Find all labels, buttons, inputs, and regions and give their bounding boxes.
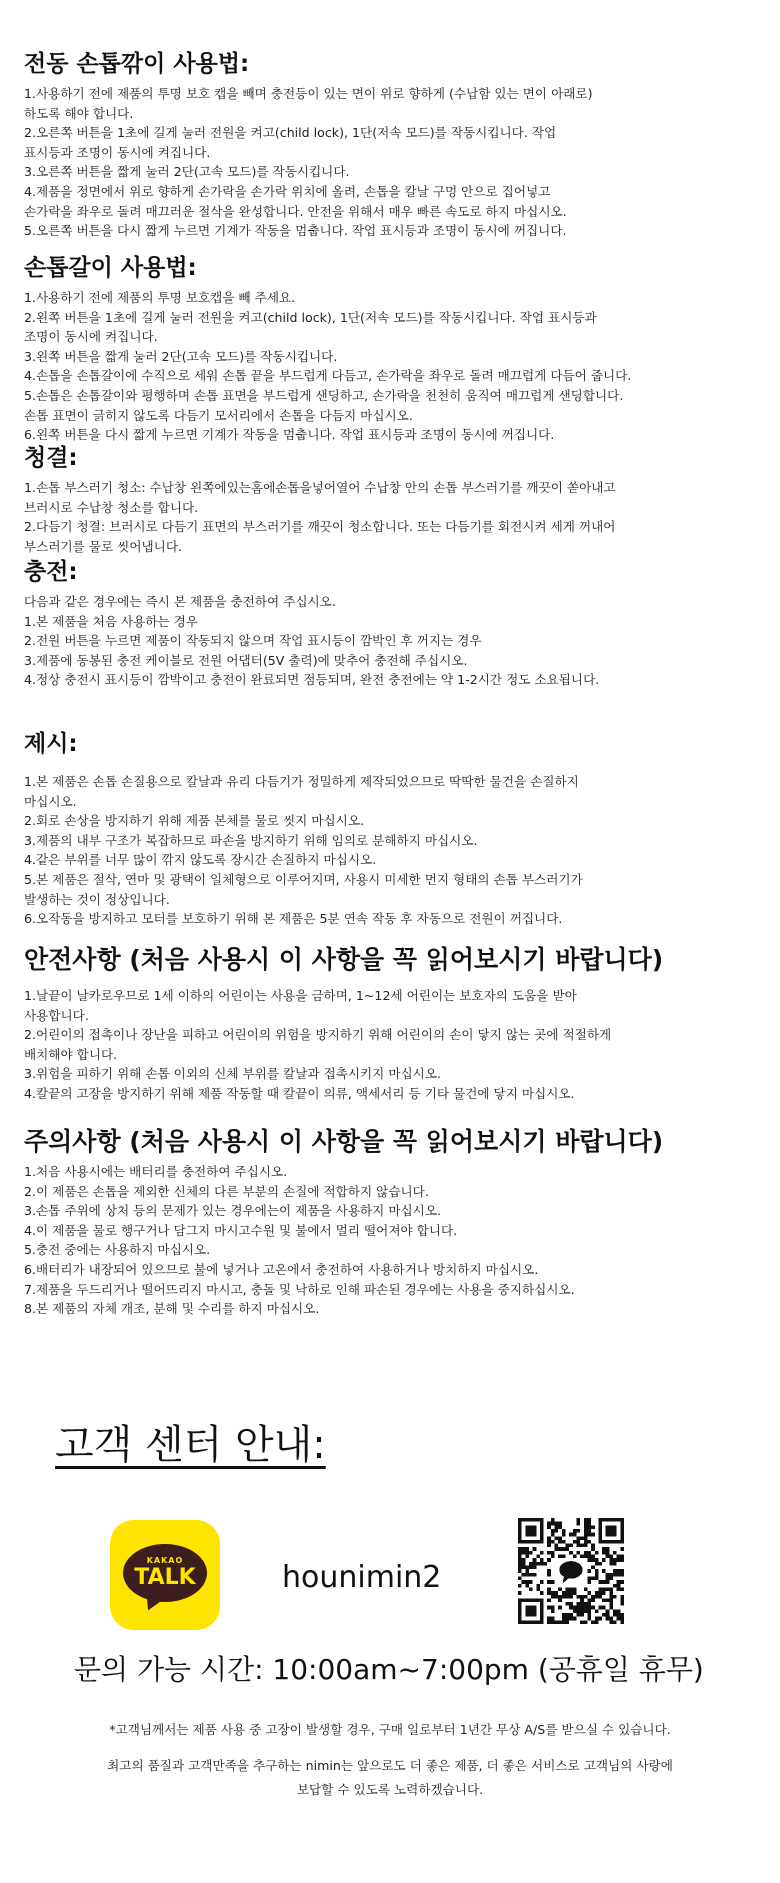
section-title: 청결: bbox=[24, 445, 78, 471]
text-line: 2.오른쪽 버튼을 1초에 길게 눌러 전원을 켜고(child lock), 1단(저속 모드)를 작동시킵니다. 작업 bbox=[24, 125, 557, 141]
text-line: 배치해야 합니다. bbox=[24, 1046, 118, 1062]
text-line: 표시등과 조명이 동시에 켜집니다. bbox=[24, 144, 211, 160]
text-line: 손가락을 좌우로 돌려 매끄러운 절삭을 완성합니다. 안전을 위해서 매우 빠른 속도로 하지 마십시오. bbox=[24, 203, 567, 219]
text-line: 4.이 제품을 물로 행구거나 담그지 마시고수원 및 불에서 멀리 떨어져야 합니다. bbox=[24, 1222, 458, 1238]
text-line: 3.제품에 동봉된 충전 케이블로 전원 어댑터(5V 출력)에 맞추어 충전해 주십시오. bbox=[24, 652, 468, 668]
text-line: 발생하는 것이 정상입니다. bbox=[24, 891, 170, 907]
text-line: 2.어린이의 접촉이나 장난을 피하고 어린이의 위험을 방지하기 위해 어린이의 손이 닿지 않는 곳에 적절하게 bbox=[24, 1027, 612, 1043]
text-line: 1.사용하기 전에 제품의 투명 보호 캡을 빼며 충전등이 있는 면이 위로 향하게 (수납함 있는 면이 아래로) bbox=[24, 86, 593, 101]
section-caution bbox=[24, 1126, 759, 1319]
text-line: 3.왼쪽 버튼을 짧게 눌러 2단(고속 모드)를 작동시킵니다. bbox=[24, 348, 338, 364]
section-notice bbox=[24, 728, 759, 929]
kakao-logo-small-text: KAKAO bbox=[146, 1556, 184, 1565]
business-hours: 문의 가능 시간: 10:00am~7:00pm (공휴일 휴무) bbox=[74, 1653, 704, 1686]
text-line: 5.충전 중에는 사용하지 마십시오. bbox=[24, 1242, 211, 1258]
text-line: 2.회로 손상을 방지하기 위해 제품 본체를 물로 씻지 마십시오. bbox=[24, 813, 365, 829]
brand-message-line-1: 최고의 품질과 고객만족을 추구하는 nimin는 앞으로도 더 좋은 제품, 더 좋은 서비스로 고객님의 사랑에 bbox=[107, 1758, 673, 1773]
kakao-id: hounimin2 bbox=[282, 1560, 442, 1595]
text-line: 사용합니다. bbox=[24, 1007, 89, 1023]
section-title: 손톱갈이 사용법: bbox=[24, 255, 197, 281]
section-title: 제시: bbox=[24, 731, 78, 757]
text-line: 마십시오. bbox=[24, 793, 77, 809]
brand-message-line-2: 보답할 수 있도록 노력하겠습니다. bbox=[296, 1782, 484, 1797]
section-cleaning bbox=[24, 442, 759, 556]
text-line: 8.본 제품의 자체 개조, 분해 및 수리를 하지 마십시오. bbox=[24, 1301, 320, 1317]
text-line: 5.오른쪽 버튼을 다시 짧게 누르면 기계가 작동을 멈춥니다. 작업 표시등과 조명이 동시에 꺼집니다. bbox=[24, 223, 567, 239]
text-line: 6.오작동을 방지하고 모터를 보호하기 위해 본 제품은 5분 연속 작동 후 자동으로 전원이 꺼집니다. bbox=[24, 911, 563, 927]
text-line: 4.제품을 정면에서 위로 향하게 손가락을 손가락 위치에 올려, 손톱을 칼날 구멍 안으로 집어넣고 bbox=[24, 183, 551, 199]
section-title: 안전사항 (처음 사용시 이 사항을 꼭 읽어보시기 바랍니다) bbox=[24, 945, 664, 974]
text-line: 3.손톱 주위에 상처 등의 문제가 있는 경우에는이 제품을 사용하지 마십시오. bbox=[24, 1203, 442, 1219]
section-title: 충전: bbox=[24, 559, 78, 585]
section-charging bbox=[24, 556, 759, 690]
text-line: 3.위험을 피하기 위해 손톱 이외의 신체 부위를 칼날과 접촉시키지 마십시오. bbox=[24, 1066, 442, 1082]
section-clipper-usage bbox=[24, 48, 759, 241]
section-title: 주의사항 (처음 사용시 이 사항을 꼭 읽어보시기 바랍니다) bbox=[24, 1127, 664, 1156]
text-line: 하도록 해야 합니다. bbox=[24, 105, 134, 121]
section-title: 전동 손톱깎이 사용법: bbox=[24, 51, 250, 77]
text-line: 4.손톱을 손톱갈이에 수직으로 세워 손톱 끝을 부드럽게 다듬고, 손가락을 좌우로 돌려 매끄럽게 다듬어 줍니다. bbox=[24, 368, 632, 384]
qr-code-icon[interactable] bbox=[518, 1518, 624, 1624]
kakaotalk-logo bbox=[110, 1520, 220, 1630]
text-line: 1.날끝이 날카로우므로 1세 이하의 어린이는 사용을 금하며, 1~12세 어린이는 보호자의 도움을 받아 bbox=[24, 988, 577, 1003]
text-line: 2.왼쪽 버튼을 1초에 길게 눌러 전원을 켜고(child lock), 1단(저속 모드)를 작동시킵니다. 작업 표시등과 bbox=[24, 309, 597, 325]
text-line: 3.오른쪽 버튼을 짧게 눌러 2단(고속 모드)를 작동시킵니다. bbox=[24, 164, 350, 180]
customer-center-title: 고객 센터 안내: bbox=[55, 1422, 326, 1468]
text-line: 2.전원 버튼을 누르면 제품이 작동되지 않으며 작업 표시등이 깜박인 후 꺼지는 경우 bbox=[24, 633, 482, 649]
text-line: 4.칼끝의 고장을 방지하기 위해 제품 작동할 때 칼끝이 의류, 액세서리 등 기타 물건에 닿지 마십시오. bbox=[24, 1085, 575, 1101]
text-line: 1.본 제품은 손톱 손질용으로 칼날과 유리 다듬기가 정밀하게 제작되었으므로 딱딱한 물건을 손질하지 bbox=[24, 774, 579, 789]
section-grinder-usage bbox=[24, 252, 759, 445]
kakao-logo-big-text: TALK bbox=[134, 1565, 196, 1590]
text-line: 1.처음 사용시에는 배터리를 충전하여 주십시오. bbox=[24, 1164, 288, 1179]
text-line: 조명이 동시에 켜집니다. bbox=[24, 329, 158, 345]
text-line: 1.손톱 부스러기 청소: 수납창 왼쪽에있는홈에손톱을넣어열어 수납창 안의 손톱 부스러기를 깨끗이 쏟아내고 bbox=[24, 480, 616, 495]
text-line: 브러시로 수납창 청소를 합니다. bbox=[24, 499, 199, 515]
text-line: 5.손톱은 손톱갈이와 평행하며 손톱 표면을 부드럽게 샌딩하고, 손가락을 천천히 움직여 매끄럽게 샌딩합니다. bbox=[24, 387, 624, 403]
text-line: 2.다듬기 청결: 브러시로 다듬기 표면의 부스러기를 깨끗이 청소합니다. 또는 다듬기를 회전시켜 세게 꺼내어 bbox=[24, 519, 616, 535]
text-line: 3.제품의 내부 구조가 복잡하므로 파손을 방지하기 위해 임의로 분해하지 마십시오. bbox=[24, 832, 478, 848]
text-line: 6.왼쪽 버튼을 다시 짧게 누르면 기계가 작동을 멈춥니다. 작업 표시등과 조명이 동시에 꺼집니다. bbox=[24, 427, 555, 443]
text-line: 6.배터리가 내장되어 있으므로 불에 넣거나 고온에서 충전하여 사용하거나 방치하지 마십시오. bbox=[24, 1261, 539, 1277]
text-line: 손톱 표면이 긁히지 않도록 다듬기 모서리에서 손톱을 다듬지 마십시오. bbox=[24, 407, 413, 423]
text-line: 1.본 제품을 처음 사용하는 경우 bbox=[24, 613, 199, 629]
text-line: 5.본 제품은 절삭, 연마 및 광택이 일체형으로 이루어지며, 사용시 미세한 먼지 형태의 손톱 부스러기가 bbox=[24, 871, 583, 887]
text-line: 2.이 제품은 손톱을 제외한 신체의 다른 부분의 손질에 적합하지 않습니다. bbox=[24, 1183, 429, 1199]
text-line: 4.같은 부위를 너무 많이 깎지 않도록 장시간 손질하지 마십시오. bbox=[24, 852, 377, 868]
text-line: 4.정상 충전시 표시등이 깜박이고 충전이 완료되면 점등되며, 완전 충전에는 약 1-2시간 정도 소요됩니다. bbox=[24, 672, 600, 688]
warranty-note: *고객님께서는 제품 사용 중 고장이 발생할 경우, 구매 일로부터 1년간 무상 A/S를 받으실 수 있습니다. bbox=[109, 1722, 671, 1737]
text-line: 7.제품을 두드리거나 떨어뜨리지 마시고, 충돌 및 낙하로 인해 파손된 경우에는 사용을 중지하십시오. bbox=[24, 1281, 575, 1297]
text-line: 부스러기를 물로 씻어냅니다. bbox=[24, 538, 182, 554]
kakaotalk-bubble-icon bbox=[123, 1544, 207, 1602]
section-safety bbox=[24, 944, 759, 1104]
text-line: 다음과 같은 경우에는 즉시 본 제품을 충전하여 주십시오. bbox=[24, 594, 336, 609]
text-line: 1.사용하기 전에 제품의 투명 보호캡을 빼 주세요. bbox=[24, 290, 296, 305]
